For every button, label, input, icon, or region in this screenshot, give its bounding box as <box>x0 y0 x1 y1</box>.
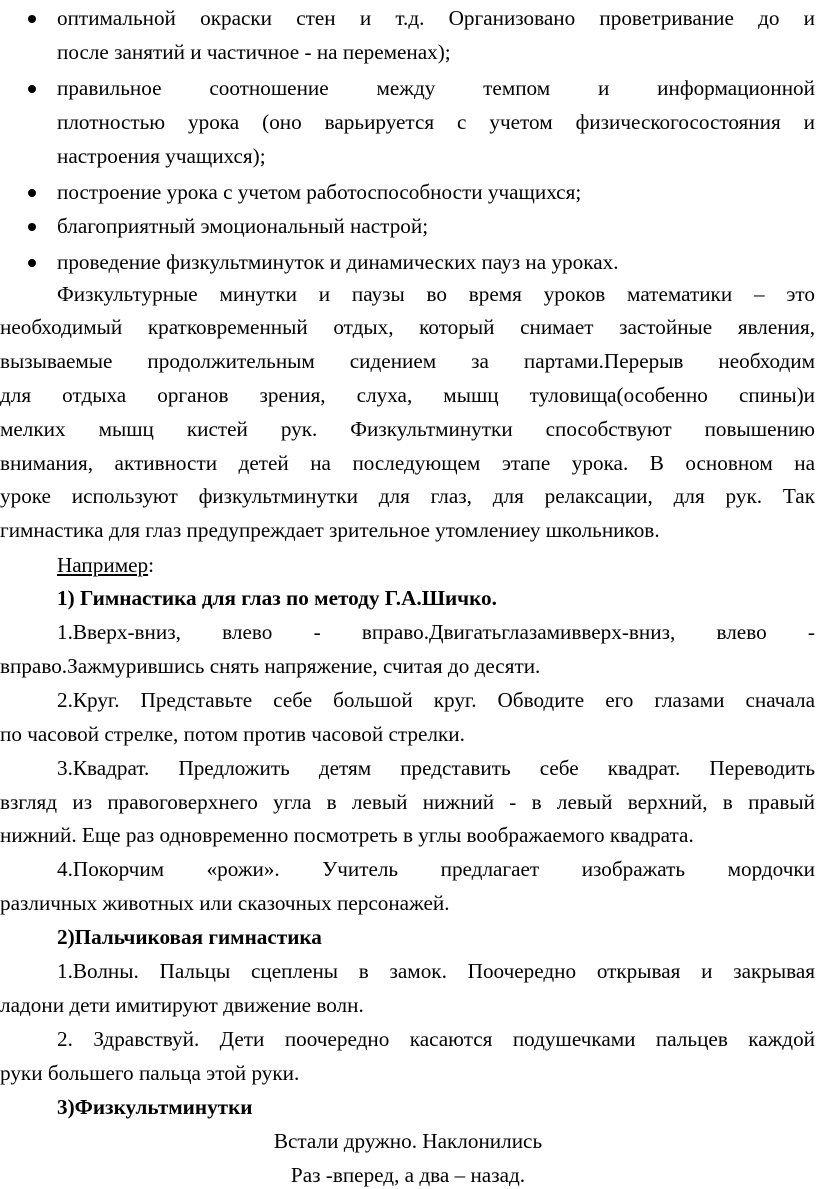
example-label-line <box>57 551 154 581</box>
intro-line-7: уроке используют физкультминутки для глаз, для релаксации, для рук. Так <box>0 484 815 508</box>
example-colon: : <box>148 553 154 577</box>
s1-item-4-line-2: различных животных или сказочных персонажей. <box>0 891 450 915</box>
s2-item-2-line-2: руки большего пальца этой руки. <box>0 1061 300 1085</box>
s1-item-4-line-1: 4.Покорчим «рожи». Учитель предлагает изображать мордочки <box>57 857 815 881</box>
s1-item-3-line-1: 3.Квадрат. Предложить детям представить себе квадрат. Переводить <box>57 756 815 780</box>
s1-item-1-line-2: вправо.Зажмурившись снять напряжение, считая до десяти. <box>0 654 541 678</box>
poem-line-1: Встали дружно. Наклонились <box>273 1129 543 1153</box>
section-2-heading: 2)Пальчиковая гимнастика <box>57 925 322 949</box>
s2-item-1-line-1: 1.Волны. Пальцы сцеплены в замок. Поочередно открывая и закрывая <box>57 959 815 983</box>
intro-line-5: мелких мышц кистей рук. Физкультминутки способствуют повышению <box>0 417 815 441</box>
s2-item-2-line-1: 2. Здравствуй. Дети поочередно касаются подушечками пальцев каждой <box>57 1027 815 1051</box>
example-label: Например <box>57 553 149 577</box>
intro-line-8: гимнастика для глаз предупреждает зрительное утомлениеу школьников. <box>0 518 660 542</box>
poem-line-2: Раз -вперед, а два – назад. <box>290 1163 526 1187</box>
intro-line-1: Физкультурные минутки и паузы во время уроков математики – это <box>57 282 815 306</box>
bullet-2-line-2: плотностью урока (оно варьируется с учетом физическогосостояния и <box>57 110 815 134</box>
bullet-marker <box>28 85 36 93</box>
bullet-1-line-1: оптимальной окраски стен и т.д. Организовано проветривание до и <box>57 6 815 30</box>
section-1-heading: 1) Гимнастика для глаз по методу Г.А.Шичко. <box>57 586 497 610</box>
s1-item-2-line-2: по часовой стрелке, потом против часовой стрелки. <box>0 722 465 746</box>
bullet-2-line-1: правильное соотношение между темпом и информационной <box>57 76 815 100</box>
s1-item-1-line-1: 1.Вверх-вниз, влево - вправо.Двигатьглазамивверх-вниз, влево - <box>57 620 815 644</box>
s1-item-2-line-1: 2.Круг. Представьте себе большой круг. Обводите его глазами сначала <box>57 688 815 712</box>
section-3-heading: 3)Физкультминутки <box>57 1095 253 1119</box>
bullet-2-line-3: настроения учащихся); <box>57 144 266 168</box>
s1-item-3-line-2: взгляд из правоговерхнего угла в левый нижний - в левый верхний, в правый <box>0 790 815 814</box>
intro-line-3: вызываемые продолжительным сидением за партами.Перерыв необходим <box>0 349 815 373</box>
s2-item-1-line-2: ладони дети имитируют движение волн. <box>0 993 364 1017</box>
intro-line-2: необходимый кратковременный отдых, который снимает застойные явления, <box>0 315 815 339</box>
bullet-marker <box>28 189 36 197</box>
bullet-4-line-1: благоприятный эмоциональный настрой; <box>57 214 429 238</box>
bullet-5-line-1: проведение физкультминуток и динамических пауз на уроках. <box>57 250 619 274</box>
intro-line-4: для отдыха органов зрения, слуха, мышц туловища(особенно спины)и <box>0 383 815 407</box>
intro-line-6: внимания, активности детей на последующем этапе урока. В основном на <box>0 451 815 475</box>
bullet-marker <box>28 223 36 231</box>
bullet-1-line-2: после занятий и частичное - на переменах); <box>57 40 451 64</box>
bullet-marker <box>28 15 36 23</box>
s1-item-3-line-3: нижний. Еще раз одновременно посмотреть в углы воображаемого квадрата. <box>0 823 694 847</box>
bullet-3-line-1: построение урока с учетом работоспособности учащихся; <box>57 180 582 204</box>
bullet-marker <box>28 259 36 267</box>
